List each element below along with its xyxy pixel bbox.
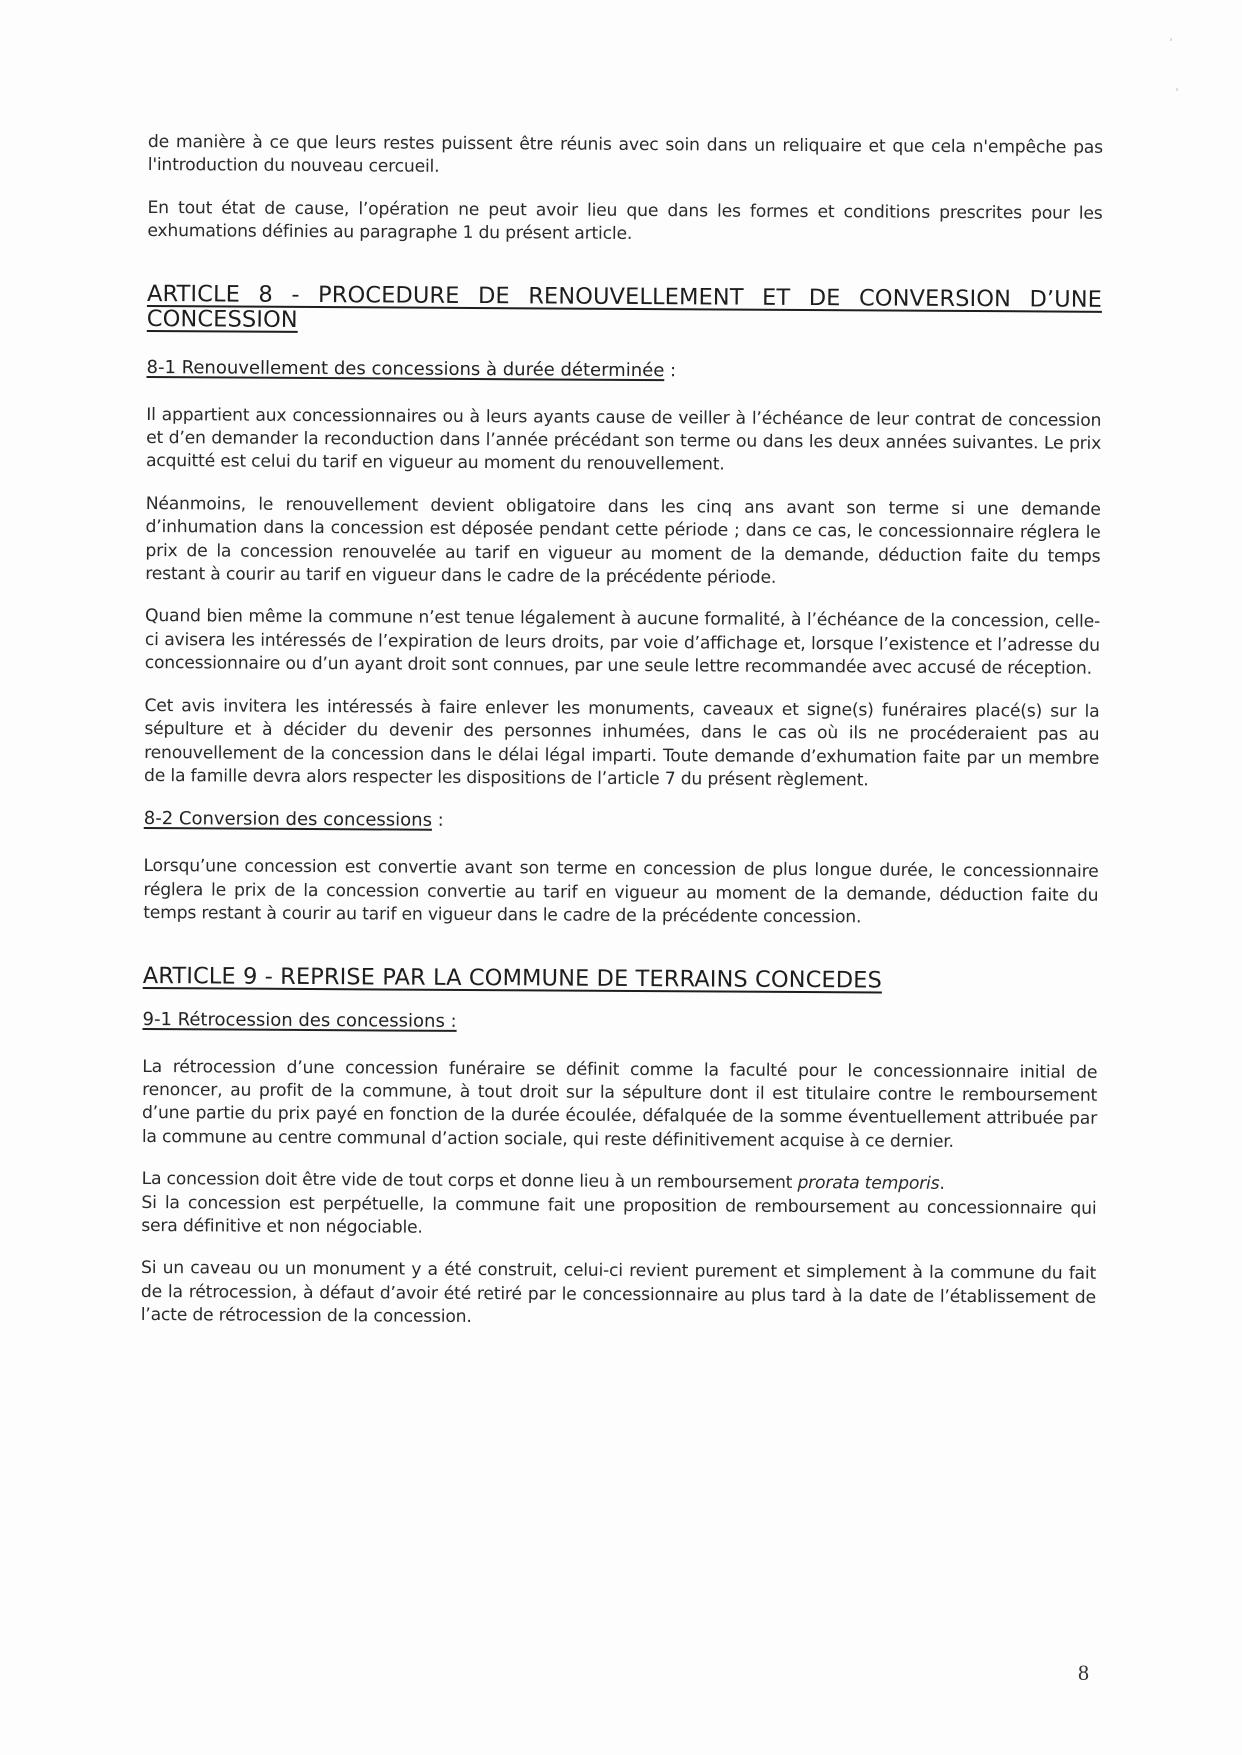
paragraph-8-2-conversion: Lorsqu’une concession est convertie avant son terme en concession de plus longue durée, le concessionnaire réglera le prix de la concession convertie au tarif en vigueur au moment de la demande, déduction faite du temps restant à courir au tarif en vigueur dans le cadre de la précédente concession.	[143, 856, 1099, 928]
section-9-1-heading-text: 9-1 Rétrocession des concessions :	[142, 1008, 457, 1032]
section-8-2-heading-text: 8-2 Conversion des concessions	[143, 808, 433, 832]
paragraph-9-1-prorata-end: .	[939, 1174, 945, 1195]
scan-speck	[1170, 38, 1172, 41]
article-8-title: ARTICLE 8 - PROCEDURE DE RENOUVELLEMENT ET DE CONVERSION D’UNE CONCESSION	[146, 280, 1103, 333]
article-9	[141, 964, 1098, 1334]
section-8-1-heading-text: 8-1 Renouvellement des concessions à durée déterminée	[146, 356, 665, 381]
article-8	[143, 282, 1102, 932]
paragraph-8-1-mandatory-renewal: Néanmoins, le renouvellement devient obligatoire dans les cinq ans avant son terme si une demande d’inhumation dans la concession est déposée pendant cette période ; dans ce cas, le concessionnaire réglera le prix de la concession renouvelée au tarif en vigueur au moment de la demande, déduction faite du temps restant à courir au tarif en vigueur dans le cadre de la précédente période.	[145, 493, 1101, 588]
article-9-title: ARTICLE 9 - REPRISE PAR LA COMMUNE DE TERRAINS CONCEDES	[142, 962, 883, 994]
paragraph-9-1-monument: Si un caveau ou un monument y a été construit, celui-ci revient purement et simplement à la commune du fait de la rétrocession, à défaut d’avoir été retiré par le concessionnaire au plus tard à la date de l’établissement de l’acte de rétrocession de la concession.	[140, 1258, 1097, 1328]
page-number: 8	[1078, 1660, 1089, 1685]
paragraph-8-1-renewal-obligation: Il appartient aux concessionnaires ou à leurs ayants cause de veiller à l’échéance de leur contrat de concession et d’en demander la reconduction dans l’année précédant son terme ou dans les deux années suivantes. Le prix acquitté est celui du tarif en vigueur au moment du renouvellement.	[145, 404, 1102, 475]
paragraph-9-1-perpetual: Si la concession est perpétuelle, la commune fait une proposition de remboursement au concessionnaire qui sera définitive et non négociable.	[141, 1192, 1097, 1238]
paragraph-8-1-notice-content: Cet avis invitera les intéressés à faire enlever les monuments, caveaux et signe(s) funéraires placé(s) sur la sépulture et à décider du devenir des personnes inhumées, dans le cas où ils ne procéderaient pas au renouvellement de la concession dans le délai légal imparti. Toute demande d’exhumation faite par un membre de la famille devra alors respecter les dispositions de l’article 7 du présent règlement.	[143, 695, 1100, 791]
section-8-1-heading-colon: :	[664, 359, 677, 381]
paragraph-8-1-notification: Quand bien même la commune n’est tenue légalement à aucune formalité, à l’échéance de la concession, celle-ci avisera les intéressés de l’expiration de leurs droits, par voie d’affichage et, lorsque l’existence et l’adresse du concessionnaire ou d’un ayant droit sont connues, par une seule lettre recommandée avec accusé de réception.	[144, 606, 1101, 680]
section-8-2-heading-colon: :	[431, 810, 444, 832]
paragraph-exhumation-conditions: En tout état de cause, l’opération ne peut avoir lieu que dans les formes et conditions prescrites pour les exhumations définies au paragraphe 1 du présent article.	[147, 197, 1103, 245]
paragraph-9-1-definition: La rétrocession d’une concession funéraire se définit comme la faculté pour le concessionnaire initial de renoncer, au profit de la commune, à tout droit sur la sépulture dont il est titulaire contre le remboursement d’une partie du prix payé en fonction de la durée écoulée, défalquée de la somme éventuellement attribuée par la commune au centre communal d’action sociale, qui reste définitivement acquise à ce dernier.	[141, 1056, 1098, 1152]
paragraph-continuation: de manière à ce que leurs restes puissent être réunis avec soin dans un reliquaire et que cela n'empêche pas l'introduction du nouveau cercueil.	[147, 131, 1103, 178]
scan-speck	[1176, 88, 1178, 91]
paragraph-9-1-prorata-text: La concession doit être vide de tout corps et donne lieu à un remboursement	[141, 1169, 798, 1194]
page-content	[141, 131, 1103, 1333]
prorata-temporis-italic: prorata temporis	[797, 1173, 940, 1195]
